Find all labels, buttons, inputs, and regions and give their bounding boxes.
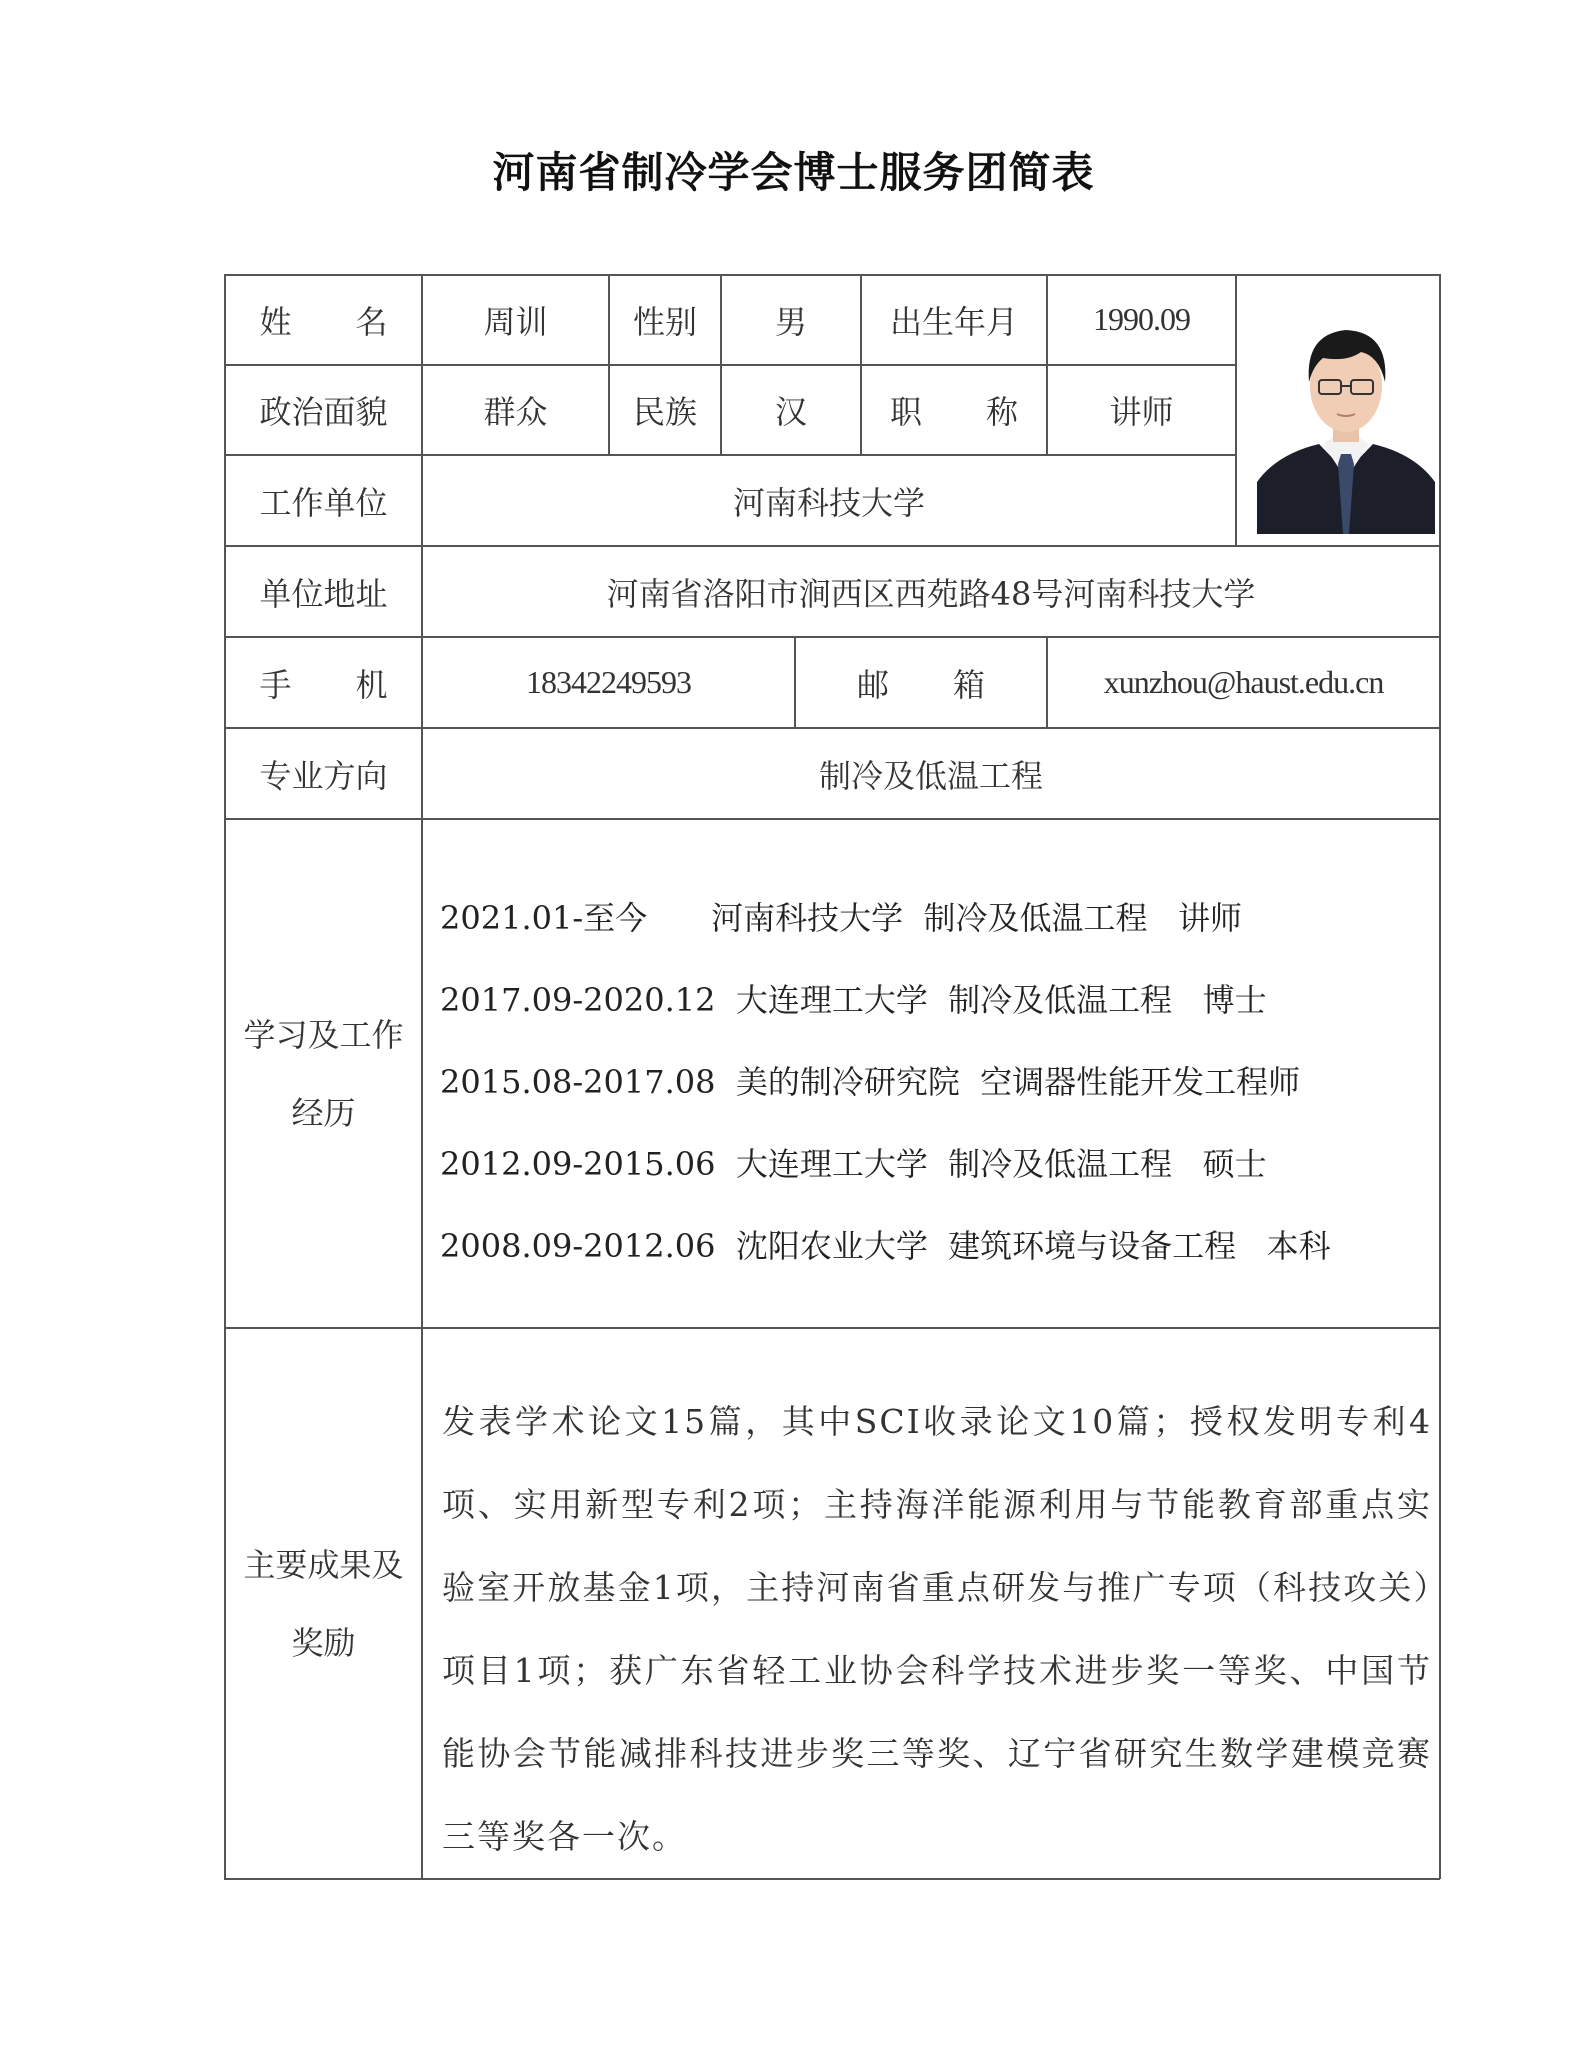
value-phone: 18342249593 xyxy=(526,664,691,700)
label-position-title: 职 称 xyxy=(889,393,1018,431)
label-experience xyxy=(226,820,421,1327)
value-political: 群众 xyxy=(483,393,548,431)
label-ethnicity: 民族 xyxy=(632,393,697,431)
value-address: 河南省洛阳市涧西区西苑路48号河南科技大学 xyxy=(606,574,1256,613)
page-title: 河南省制冷学会博士服务团简表 xyxy=(492,148,1095,197)
experience-item: 2017.09-2020.12 大连理工大学 制冷及低温工程 博士 xyxy=(440,981,1267,1019)
col-divider xyxy=(1235,274,1237,546)
value-ethnicity: 汉 xyxy=(774,393,807,431)
label-employer: 工作单位 xyxy=(259,483,388,522)
value-birth: 1990.09 xyxy=(1093,301,1190,337)
label-email: 邮 箱 xyxy=(856,665,985,704)
label-achievements-line1: 主要成果及 xyxy=(243,1545,404,1584)
experience-item: 2015.08-2017.08 美的制冷研究院 空调器性能开发工程师 xyxy=(440,1063,1301,1101)
table-border-bottom xyxy=(224,1878,1440,1880)
value-employer: 河南科技大学 xyxy=(732,483,925,522)
value-major: 制冷及低温工程 xyxy=(818,756,1043,795)
experience-item: 2012.09-2015.06 大连理工大学 制冷及低温工程 硕士 xyxy=(440,1145,1267,1183)
label-major: 专业方向 xyxy=(259,756,388,795)
label-political: 政治面貌 xyxy=(259,393,388,431)
label-gender: 性别 xyxy=(632,302,697,341)
achievements-text: 发表学术论文15篇，其中SCI收录论文10篇；授权发明专利4项、实用新型专利2项；主持海洋能源利用与节能教育部重点实验室开放基金1项，主持河南省重点研发与推广专项（科技攻关）项目1项；获广东省轻工业协会科学技术进步奖一等奖、中国节能协会节能减排科技进步奖三等奖、辽宁省研究生数学建模竞赛三等奖各一次。 xyxy=(442,1402,1432,1856)
label-experience-line2: 经历 xyxy=(291,1093,356,1132)
table-border-right xyxy=(1439,274,1441,1879)
label-birth: 出生年月 xyxy=(889,302,1018,341)
label-phone: 手 机 xyxy=(259,665,388,704)
label-address: 单位地址 xyxy=(259,574,388,613)
value-gender: 男 xyxy=(774,302,807,341)
value-position-title: 讲师 xyxy=(1109,393,1174,431)
experience-item: 2021.01-至今 河南科技大学 制冷及低温工程 讲师 xyxy=(440,899,1243,937)
label-achievements-line2: 奖励 xyxy=(291,1623,356,1662)
label-achievements xyxy=(226,1329,421,1878)
value-name: 周训 xyxy=(483,302,548,341)
value-email: xunzhou@haust.edu.cn xyxy=(1103,664,1384,700)
label-name: 姓 名 xyxy=(259,302,388,341)
label-experience-line1: 学习及工作 xyxy=(243,1015,404,1054)
experience-item: 2008.09-2012.06 沈阳农业大学 建筑环境与设备工程 本科 xyxy=(440,1227,1331,1265)
profile-photo xyxy=(1257,304,1435,534)
